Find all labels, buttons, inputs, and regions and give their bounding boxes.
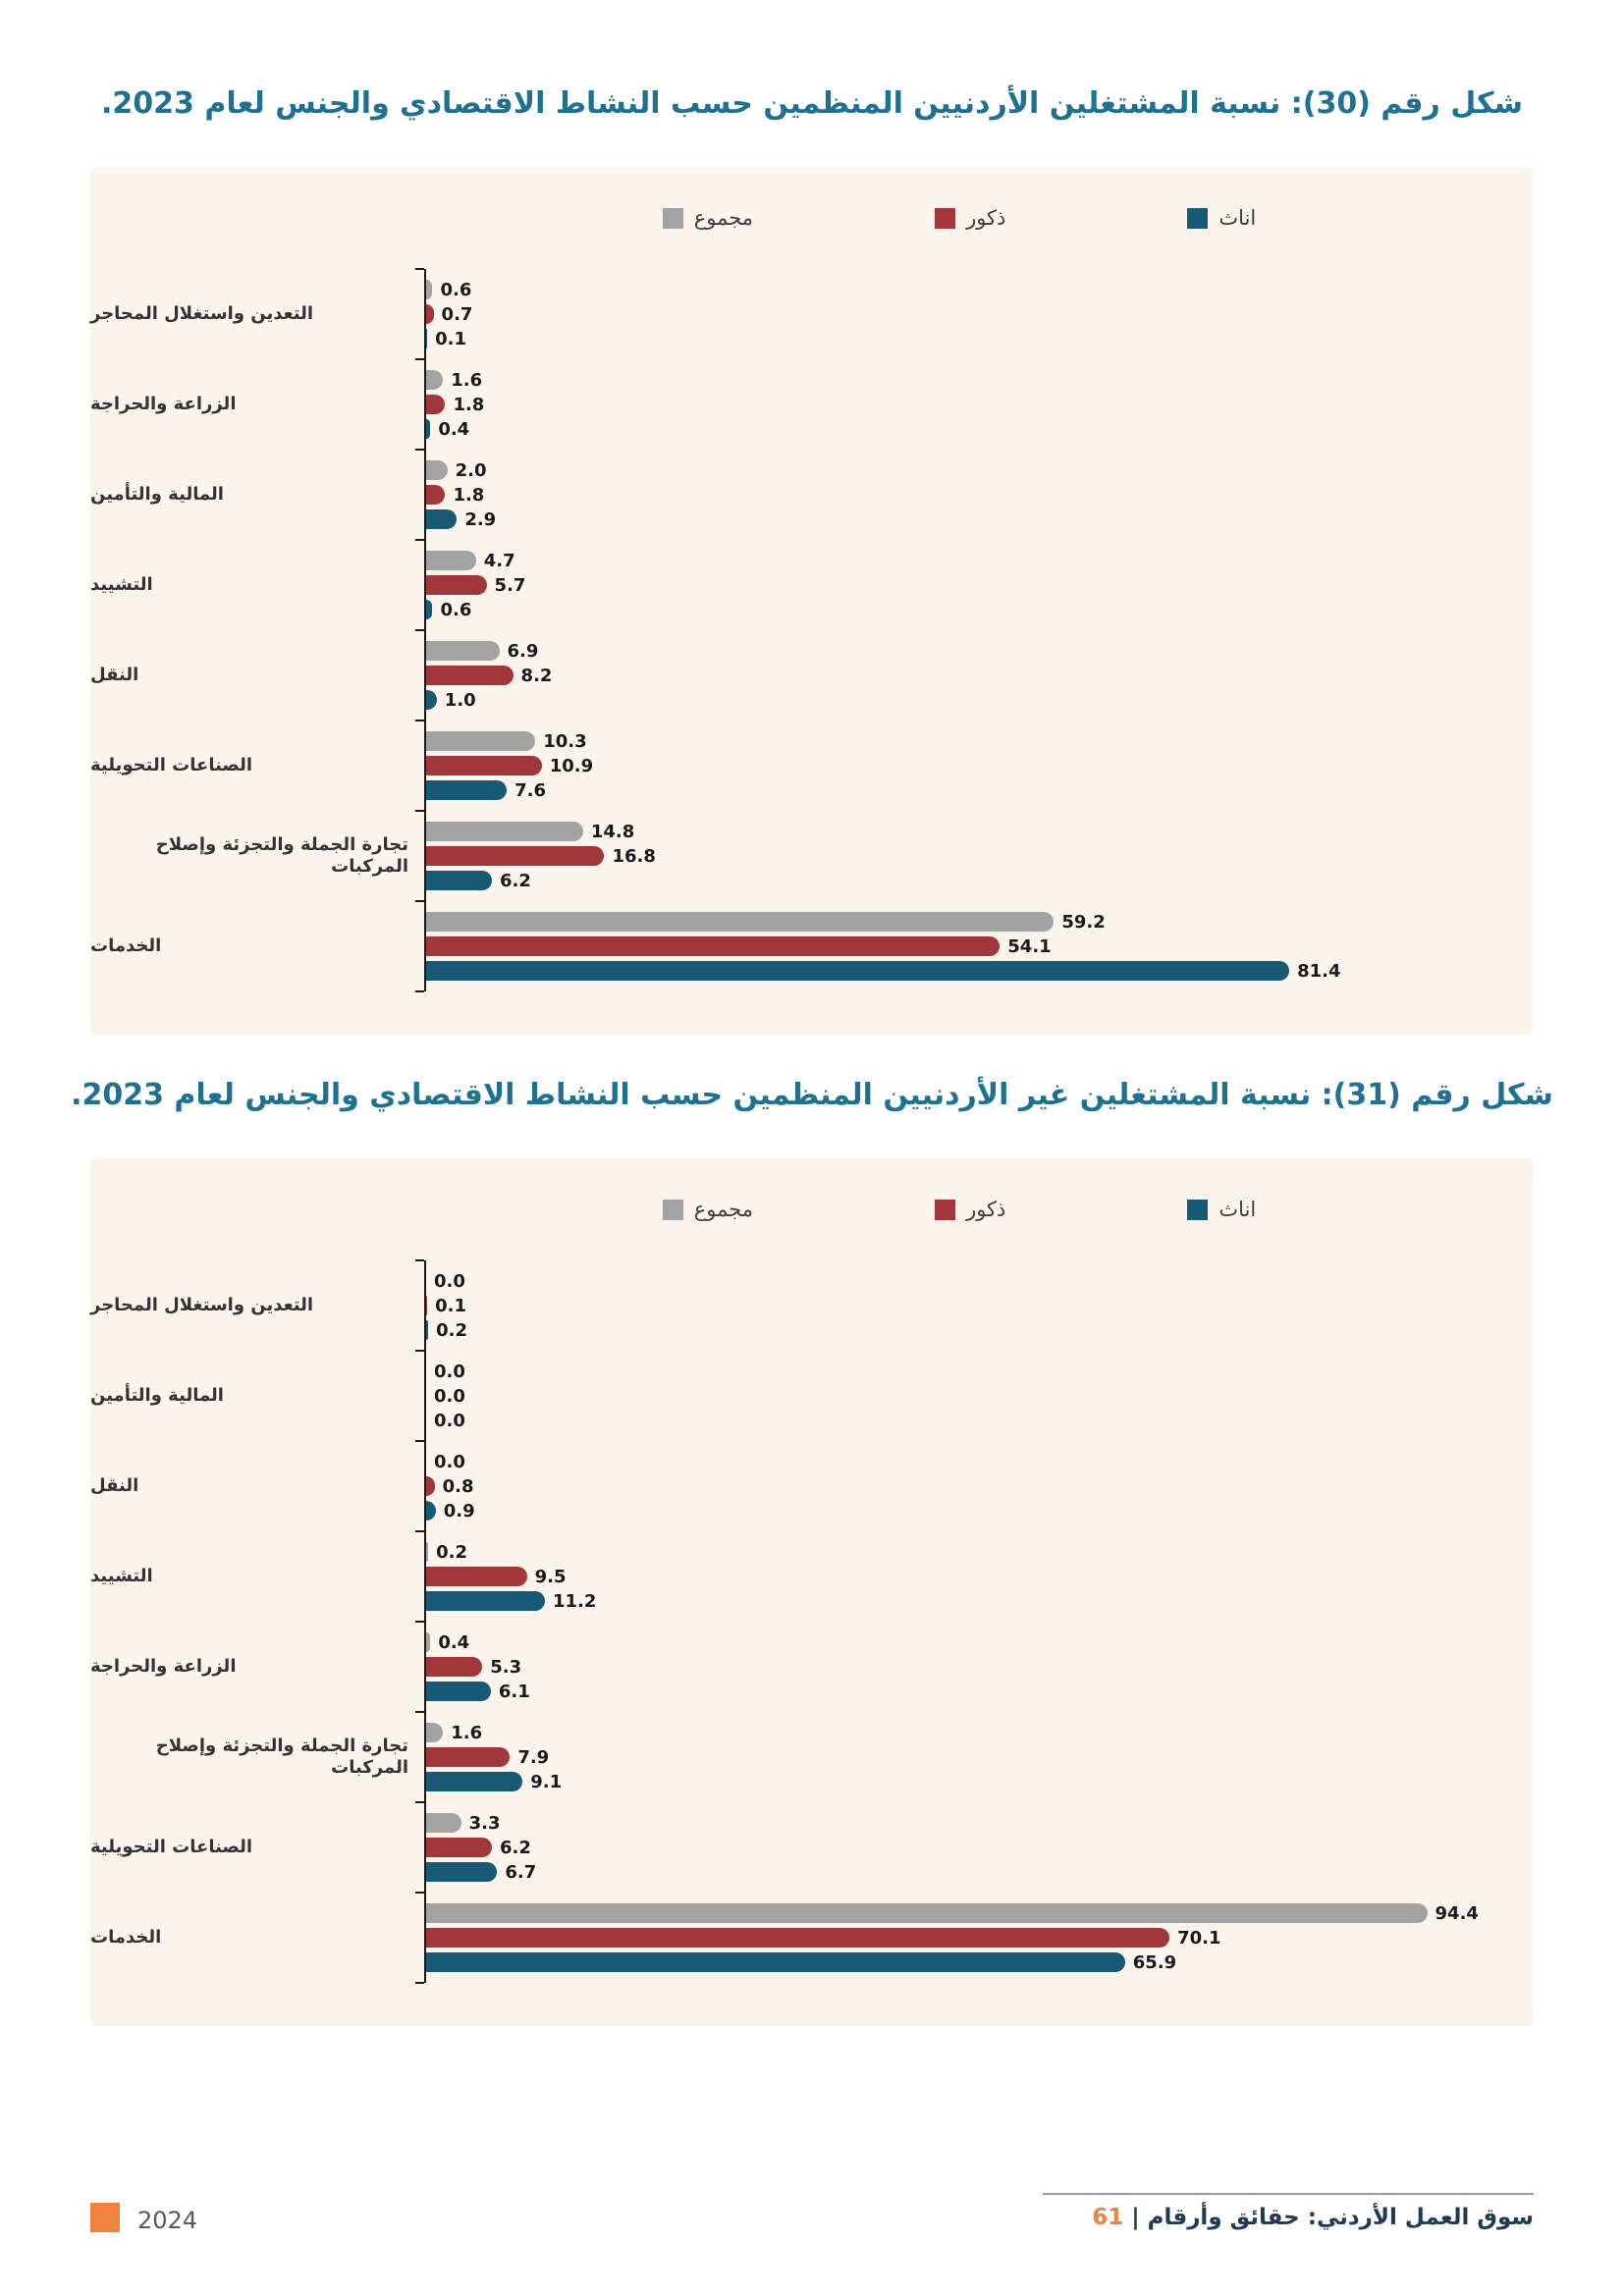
bar-line: [426, 822, 1514, 841]
bar-line: [426, 460, 1514, 480]
footer-orange-square-icon: [90, 2203, 120, 2232]
bar: [426, 871, 492, 890]
bar-value-label: 6.9: [507, 640, 539, 662]
chart-legend: [385, 1158, 1534, 1227]
bar-line: [426, 1362, 1514, 1381]
bar-line: [426, 1862, 1514, 1882]
bar-value-label: 0.0: [434, 1385, 465, 1407]
bar-line: [426, 485, 1514, 505]
bar-value-label: 0.9: [443, 1500, 475, 1522]
chart-row: [90, 1531, 1514, 1622]
bar: [426, 1952, 1125, 1972]
bar-line: [426, 1838, 1514, 1857]
footer-year: 2024: [137, 2207, 198, 2234]
bar: [426, 936, 1000, 956]
bar-line: [426, 756, 1514, 775]
bar-value-label: 0.4: [438, 418, 470, 440]
bar-line: [426, 329, 1514, 348]
category-label: تجارة الجملة والتجزئة وإصلاح المركبات: [155, 833, 408, 877]
category-bars: [424, 811, 1514, 901]
chart-legend: [385, 167, 1534, 236]
bar-value-label: 3.3: [468, 1812, 501, 1834]
category-label: النقل: [90, 1474, 139, 1496]
bar-line: [426, 370, 1514, 390]
bar: [426, 756, 542, 775]
chart-row: [90, 540, 1514, 630]
chart-row: [90, 630, 1514, 721]
bar-line: [426, 1542, 1514, 1562]
legend-swatch-icon: [1187, 208, 1208, 229]
category-bars: [424, 450, 1514, 540]
bar-line: [426, 280, 1514, 299]
bar: [426, 370, 443, 390]
bar: [426, 1747, 510, 1767]
bar-value-label: 16.8: [612, 845, 656, 867]
bar-value-label: 0.0: [434, 1451, 465, 1472]
bar: [426, 1320, 428, 1340]
bar-value-label: 0.0: [434, 1361, 465, 1382]
bar-value-label: 4.7: [483, 550, 515, 571]
bar-value-label: 9.5: [534, 1566, 567, 1587]
figure-30-title: شكل رقم (30): نسبة المشتغلين الأردنيين المنظمين حسب النشاط الاقتصادي والجنس لعام 2023.: [101, 86, 1523, 121]
chart-row: [90, 1893, 1514, 1983]
bar-line: [426, 1271, 1514, 1291]
bar: [426, 509, 457, 529]
bar: [426, 1903, 1428, 1923]
category-label: التشييد: [90, 1565, 153, 1586]
bar-line: [426, 551, 1514, 570]
bar: [426, 731, 535, 751]
bar-line: [426, 1772, 1514, 1791]
chart-rows: [90, 1260, 1514, 1983]
bar-line: [426, 1657, 1514, 1677]
bar-value-label: 7.6: [514, 779, 546, 801]
bar-value-label: 1.6: [451, 369, 483, 391]
bar-line: [426, 304, 1514, 324]
bar: [426, 1476, 435, 1496]
bar-line: [426, 1567, 1514, 1586]
bar-value-label: 6.7: [505, 1861, 537, 1883]
bar-line: [426, 690, 1514, 710]
chart-row: [90, 901, 1514, 991]
footer-separator: |: [1131, 2205, 1140, 2230]
bar-line: [426, 1320, 1514, 1340]
bar: [426, 600, 432, 619]
bar: [426, 304, 434, 324]
bar: [426, 1862, 497, 1882]
bar-line: [426, 961, 1514, 981]
bar-value-label: 0.2: [436, 1541, 468, 1563]
bar-line: [426, 780, 1514, 800]
bar-value-label: 65.9: [1132, 1951, 1177, 1973]
category-bars: [424, 359, 1514, 450]
category-label: الخدمات: [90, 1926, 162, 1948]
bar-line: [426, 575, 1514, 595]
bar-value-label: 1.0: [444, 689, 476, 711]
category-bars: [424, 1351, 1514, 1441]
legend-item: [663, 206, 753, 230]
bar-line: [426, 419, 1514, 439]
bar-value-label: 14.8: [590, 821, 635, 842]
bar: [426, 395, 445, 414]
bar-line: [426, 1747, 1514, 1767]
bar: [426, 551, 476, 570]
bar-line: [426, 1682, 1514, 1701]
chart-row: [90, 1622, 1514, 1712]
bar-line: [426, 509, 1514, 529]
category-bars: [424, 630, 1514, 721]
bar-line: [426, 936, 1514, 956]
figure-31-title: شكل رقم (31): نسبة المشتغلين غير الأردنيين المنظمين حسب النشاط الاقتصادي والجنس لعام 2023.: [71, 1078, 1553, 1112]
chart-row: [90, 450, 1514, 540]
category-bars: [424, 721, 1514, 811]
bar-value-label: 0.6: [440, 279, 472, 300]
legend-swatch-icon: [935, 208, 955, 229]
legend-item: [935, 206, 1005, 230]
footer-booklet-info: [1043, 2193, 1534, 2230]
legend-label: مجموع: [693, 1198, 754, 1221]
category-bars: [424, 540, 1514, 630]
bar: [426, 575, 487, 595]
bar: [426, 822, 583, 841]
bar-value-label: 5.3: [490, 1656, 522, 1678]
category-label: الصناعات التحويلية: [90, 754, 253, 775]
bar-value-label: 0.1: [435, 1295, 466, 1316]
bar: [426, 1723, 443, 1742]
legend-item: [663, 1198, 753, 1221]
bar: [426, 690, 437, 710]
chart-row: [90, 1260, 1514, 1351]
category-label: المالية والتأمين: [90, 1384, 224, 1406]
legend-swatch-icon: [1187, 1200, 1208, 1220]
chart-row: [90, 811, 1514, 901]
bar-value-label: 10.3: [543, 730, 587, 752]
bar: [426, 485, 445, 505]
bar-value-label: 9.1: [530, 1771, 563, 1792]
bar-value-label: 5.7: [494, 574, 526, 596]
category-bars: [424, 1260, 1514, 1351]
bar: [426, 1772, 522, 1791]
bar-value-label: 1.6: [451, 1722, 483, 1743]
category-bars: [424, 1802, 1514, 1893]
bar-line: [426, 395, 1514, 414]
bar-line: [426, 871, 1514, 890]
bar-line: [426, 1952, 1514, 1972]
bar-value-label: 2.0: [455, 459, 487, 481]
chart-rows: [90, 269, 1514, 991]
category-bars: [424, 1531, 1514, 1622]
bar: [426, 912, 1054, 932]
bar-value-label: 11.2: [552, 1590, 597, 1612]
figure-31-panel: [90, 1158, 1534, 2026]
bar-line: [426, 641, 1514, 661]
bar-line: [426, 1723, 1514, 1742]
bar-value-label: 0.6: [440, 599, 472, 620]
bar-value-label: 0.8: [442, 1475, 474, 1497]
chart-row: [90, 1351, 1514, 1441]
category-bars: [424, 269, 1514, 359]
category-bars: [424, 1893, 1514, 1983]
bar-line: [426, 1411, 1514, 1430]
category-label: التعدين واستغلال المحاجر: [90, 302, 314, 324]
bar: [426, 846, 604, 866]
bar-value-label: 54.1: [1007, 935, 1052, 957]
bar-value-label: 7.9: [517, 1746, 550, 1768]
bar-value-label: 10.9: [549, 755, 594, 776]
category-label: التعدين واستغلال المحاجر: [90, 1294, 314, 1315]
bar: [426, 641, 500, 661]
chart-row: [90, 721, 1514, 811]
footer-booklet-title: سوق العمل الأردني: حقائق وأرقام: [1147, 2205, 1534, 2230]
bar: [426, 1542, 428, 1562]
bar-value-label: 8.2: [520, 665, 553, 686]
legend-swatch-icon: [663, 1200, 683, 1220]
bar: [426, 329, 427, 348]
bar: [426, 1632, 430, 1652]
bar-value-label: 1.8: [453, 394, 485, 415]
bar-value-label: 6.1: [498, 1681, 530, 1702]
bar-value-label: 1.8: [453, 484, 485, 506]
bar-line: [426, 1386, 1514, 1406]
category-bars: [424, 1712, 1514, 1802]
category-label: تجارة الجملة والتجزئة وإصلاح المركبات: [155, 1735, 408, 1778]
figure-30-panel: [90, 167, 1534, 1035]
bar-value-label: 0.1: [435, 328, 466, 349]
bar-value-label: 70.1: [1177, 1927, 1221, 1949]
category-label: الزراعة والحراجة: [90, 1655, 237, 1677]
bar-line: [426, 1296, 1514, 1315]
category-bars: [424, 901, 1514, 991]
bar-line: [426, 1501, 1514, 1521]
chart-row: [90, 269, 1514, 359]
bar-line: [426, 1813, 1514, 1833]
bar-line: [426, 912, 1514, 932]
bar-line: [426, 1632, 1514, 1652]
bar-value-label: 94.4: [1435, 1902, 1479, 1924]
bar: [426, 1567, 527, 1586]
bar: [426, 1838, 492, 1857]
bar-line: [426, 846, 1514, 866]
bar-line: [426, 1591, 1514, 1611]
chart-row: [90, 1712, 1514, 1802]
bar-value-label: 0.4: [438, 1631, 470, 1653]
legend-swatch-icon: [663, 208, 683, 229]
bar-value-label: 0.7: [441, 303, 473, 325]
bar-value-label: 6.2: [499, 870, 531, 891]
bar-line: [426, 1452, 1514, 1471]
chart-row: [90, 1441, 1514, 1531]
bar-line: [426, 1928, 1514, 1948]
bar-line: [426, 600, 1514, 619]
chart-row: [90, 359, 1514, 450]
legend-item: [1187, 1198, 1256, 1221]
legend-swatch-icon: [935, 1200, 955, 1220]
bar-value-label: 6.2: [499, 1837, 531, 1858]
bar-value-label: 0.0: [434, 1410, 465, 1431]
category-label: الخدمات: [90, 934, 162, 956]
bar: [426, 1501, 436, 1521]
bar-line: [426, 1476, 1514, 1496]
bar-line: [426, 666, 1514, 685]
bar: [426, 1591, 545, 1611]
bar-value-label: 59.2: [1061, 911, 1106, 933]
bar-value-label: 0.0: [434, 1270, 465, 1292]
chart-row: [90, 1802, 1514, 1893]
bar: [426, 280, 432, 299]
bar: [426, 1296, 427, 1315]
category-label: الصناعات التحويلية: [90, 1836, 253, 1857]
bar: [426, 419, 430, 439]
legend-label: ذكور: [966, 1198, 1006, 1221]
bar-line: [426, 731, 1514, 751]
bar-value-label: 2.9: [464, 508, 497, 530]
bar: [426, 1928, 1169, 1948]
bar-value-label: 0.2: [436, 1319, 468, 1341]
category-label: النقل: [90, 664, 139, 685]
legend-label: اناث: [1218, 1198, 1257, 1221]
legend-item: [935, 1198, 1005, 1221]
category-label: الزراعة والحراجة: [90, 393, 237, 414]
bar: [426, 666, 514, 685]
legend-label: ذكور: [966, 206, 1006, 230]
legend-label: اناث: [1218, 206, 1257, 230]
category-bars: [424, 1622, 1514, 1712]
bar: [426, 961, 1289, 981]
category-label: التشييد: [90, 573, 153, 595]
footer-page-number: 61: [1092, 2205, 1124, 2230]
bar: [426, 780, 507, 800]
legend-item: [1187, 206, 1256, 230]
bar: [426, 460, 448, 480]
bar-value-label: 81.4: [1297, 960, 1341, 982]
bar: [426, 1682, 491, 1701]
legend-label: مجموع: [693, 206, 754, 230]
bar: [426, 1813, 461, 1833]
bar-line: [426, 1903, 1514, 1923]
category-label: المالية والتأمين: [90, 483, 224, 505]
category-bars: [424, 1441, 1514, 1531]
bar: [426, 1657, 482, 1677]
